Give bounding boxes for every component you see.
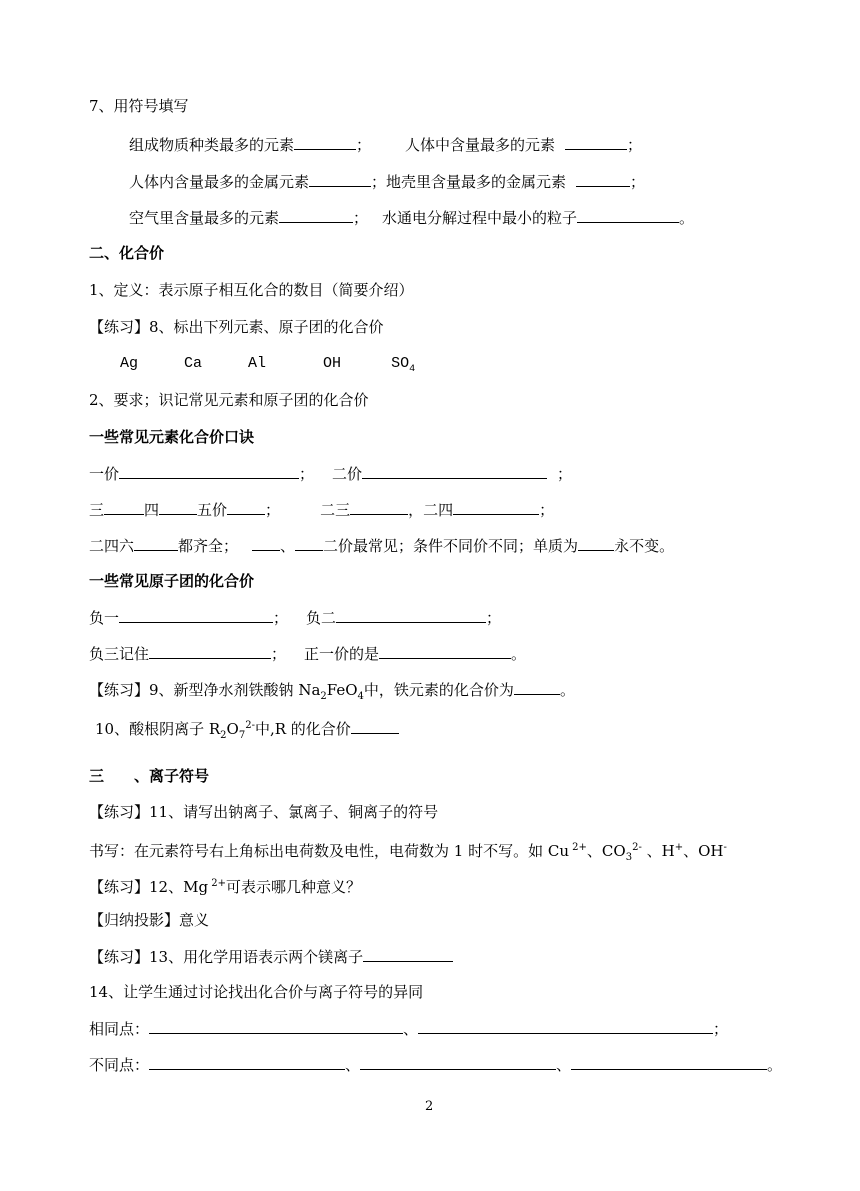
- blank[interactable]: [514, 679, 560, 695]
- blank[interactable]: [279, 207, 353, 223]
- writing-rule: 书写：在元素符号右上角标出电荷数及电性，电荷数为 1 时不写。如 Cu $^{2+}$、$CO_3^{2-}$ 、H+、OH-: [89, 842, 727, 863]
- symbol: Ag: [120, 355, 139, 372]
- blank[interactable]: [227, 499, 265, 515]
- summary: 【归纳投影】意义: [89, 911, 210, 929]
- blank[interactable]: [360, 1054, 556, 1070]
- blank[interactable]: [350, 499, 408, 515]
- blank[interactable]: [577, 207, 679, 223]
- blank[interactable]: [578, 535, 614, 551]
- blank[interactable]: [571, 1054, 767, 1070]
- blank[interactable]: [294, 134, 356, 150]
- exercise-9: 【练习】9、新型净水剂铁酸钠 $Na_2FeO_4$中，铁元素的化合价为 。: [89, 681, 575, 702]
- blank[interactable]: [119, 463, 299, 479]
- group-line-2: 负三记住 ； 正一价的是 。: [89, 645, 527, 663]
- symbol: Ca: [184, 355, 203, 372]
- rhyme-line-2: 三 四 五价 ； 二三 ，二四 ；: [89, 501, 555, 519]
- blank[interactable]: [363, 946, 453, 962]
- blank[interactable]: [453, 499, 539, 515]
- symbol-list: Ag Ca Al OH $SO_4$: [120, 355, 416, 375]
- q7-line-1: 组成物质种类最多的元素 ； 人体中含量最多的元素 ；: [129, 136, 643, 154]
- question-14: 14、让学生通过讨论找出化合价与离子符号的异同: [89, 983, 424, 1001]
- blank[interactable]: [565, 134, 627, 150]
- exercise-12: 【练习】12、Mg $^{2+}$可表示哪几种意义？: [89, 878, 362, 896]
- symbol: SO: [391, 355, 410, 372]
- exercise-10: 10、酸根阴离子 $R_2O_7^{2-}$中,R 的化合价: [95, 716, 399, 746]
- symbol: OH: [323, 355, 342, 372]
- blank[interactable]: [336, 607, 486, 623]
- blank[interactable]: [134, 535, 178, 551]
- exercise-8: 【练习】8、标出下列元素、原子团的化合价: [89, 318, 384, 336]
- blank[interactable]: [379, 643, 511, 659]
- differences: 不同点： 、 、 。: [89, 1056, 783, 1074]
- blank[interactable]: [576, 171, 630, 187]
- requirement: 2、要求；识记常见元素和原子团的化合价: [89, 391, 369, 409]
- rhyme-heading: 一些常见元素化合价口诀: [89, 428, 255, 446]
- symbol: Al: [248, 355, 267, 372]
- blank[interactable]: [149, 1018, 403, 1034]
- group-line-1: 负一 ； 负二 ；: [89, 609, 502, 627]
- blank[interactable]: [309, 171, 371, 187]
- q7-title: 7、用符号填写: [89, 97, 189, 115]
- section-heading-valence: 二、化合价: [89, 244, 165, 262]
- blank[interactable]: [149, 643, 271, 659]
- blank[interactable]: [351, 718, 399, 734]
- blank[interactable]: [362, 463, 547, 479]
- blank[interactable]: [418, 1018, 713, 1034]
- group-heading: 一些常见原子团的化合价: [89, 572, 255, 590]
- blank[interactable]: [295, 535, 323, 551]
- blank[interactable]: [159, 499, 197, 515]
- exercise-11: 【练习】11、请写出钠离子、氯离子、铜离子的符号: [89, 803, 439, 821]
- blank[interactable]: [104, 499, 144, 515]
- page-number: 2: [425, 1099, 434, 1114]
- definition: 1、定义：表示原子相互化合的数目（简要介绍）: [89, 281, 414, 299]
- exercise-13: 【练习】13、用化学用语表示两个镁离子: [89, 946, 453, 967]
- blank[interactable]: [252, 535, 280, 551]
- blank[interactable]: [149, 1054, 345, 1070]
- q7-line-2: 人体内含量最多的金属元素 ；地壳里含量最多的金属元素 ；: [129, 173, 646, 191]
- q7-line-3: 空气里含量最多的元素 ； 水通电分解过程中最小的粒子 。: [129, 209, 695, 227]
- rhyme-line-3: 二四六 都齐全； 、 二价最常见；条件不同价不同；单质为 永不变。: [89, 537, 675, 555]
- rhyme-line-1: 一价 ； 二价 ；: [89, 465, 573, 483]
- blank[interactable]: [119, 607, 273, 623]
- section-heading-ion: 三 、离子符号: [89, 767, 210, 785]
- similarities: 相同点： 、 ；: [89, 1020, 729, 1038]
